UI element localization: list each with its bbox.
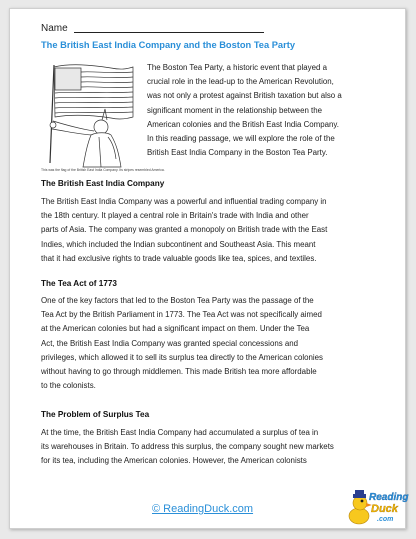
text-line: at the American colonies but had a significant impact on them. Under the Tea <box>41 324 310 334</box>
flag-illustration <box>41 59 144 169</box>
section-heading: The Tea Act of 1773 <box>41 279 117 288</box>
text-line: that it had exclusive rights to trade valuable goods like tea, spices, and textiles. <box>41 253 317 263</box>
text-line: significant moment in the relationship between the <box>147 105 323 115</box>
text-line: the 18th century. It played a central role in Britain's trade with India and other <box>41 211 309 221</box>
section-paragraph <box>41 195 373 266</box>
text-line: Indies, which included the Indian subcontinent and Southeast Asia. This meant <box>41 239 316 249</box>
name-field[interactable] <box>41 23 264 34</box>
text-line: In this reading passage, we will explore the role of the <box>147 134 335 144</box>
worksheet-title: The British East India Company and the Boston Tea Party <box>41 40 295 50</box>
text-line: The British East India Company was a powerful and influential trading company in <box>41 197 327 206</box>
text-line: American colonies and the British East India Company. <box>147 119 339 129</box>
text-line: its warehouses in Britain. To address this surplus, the company sought new markets <box>41 442 334 452</box>
intro-paragraph <box>147 61 373 160</box>
text-line: for its tea, including the American colonies. However, the American colonists <box>41 456 307 466</box>
text-line: without having to go through middlemen. This made British tea more affordable <box>41 367 317 377</box>
section-paragraph <box>41 426 373 469</box>
text-line: parts of Asia. The company was granted a monopoly on British trade with the East <box>41 225 328 235</box>
name-blank-line[interactable] <box>74 32 264 33</box>
text-line: Act, the British East India Company was granted special concessions and <box>41 338 299 348</box>
text-line: At the time, the British East India Company had accumulated a surplus of tea in <box>41 428 319 437</box>
readingduck-logo[interactable] <box>347 486 409 526</box>
text-line: Tea Act by the British Parliament in 1773. The Tea Act was not specifically aimed <box>41 310 322 320</box>
text-line: One of the key factors that led to the Boston Tea Party was the passage of the <box>41 296 314 305</box>
name-label: Name <box>41 23 68 34</box>
svg-text:Reading: Reading <box>369 492 409 503</box>
text-line: to the colonists. <box>41 381 96 391</box>
readingduck-link[interactable]: © ReadingDuck.com <box>152 503 254 515</box>
section-paragraph <box>41 294 373 393</box>
svg-text:.com: .com <box>377 516 394 523</box>
section-heading: The Problem of Surplus Tea <box>41 410 150 419</box>
section-heading: The British East India Company <box>41 179 165 188</box>
text-line: privileges, which allowed it to sell its surplus tea directly to the American colonies <box>41 352 324 362</box>
text-line: The Boston Tea Party, a historic event that played a <box>147 63 327 72</box>
text-line: crucial role in the lead-up to the American Revolution, <box>147 77 334 87</box>
text-line: was not only a protest against British taxation but also a <box>147 91 342 101</box>
illustration-caption: This was the flag of the British East India Company. Its stripes resembled America. <box>41 168 165 172</box>
svg-text:Duck: Duck <box>371 503 398 515</box>
text-line: British East India Company in the Boston Tea Party. <box>147 148 328 158</box>
